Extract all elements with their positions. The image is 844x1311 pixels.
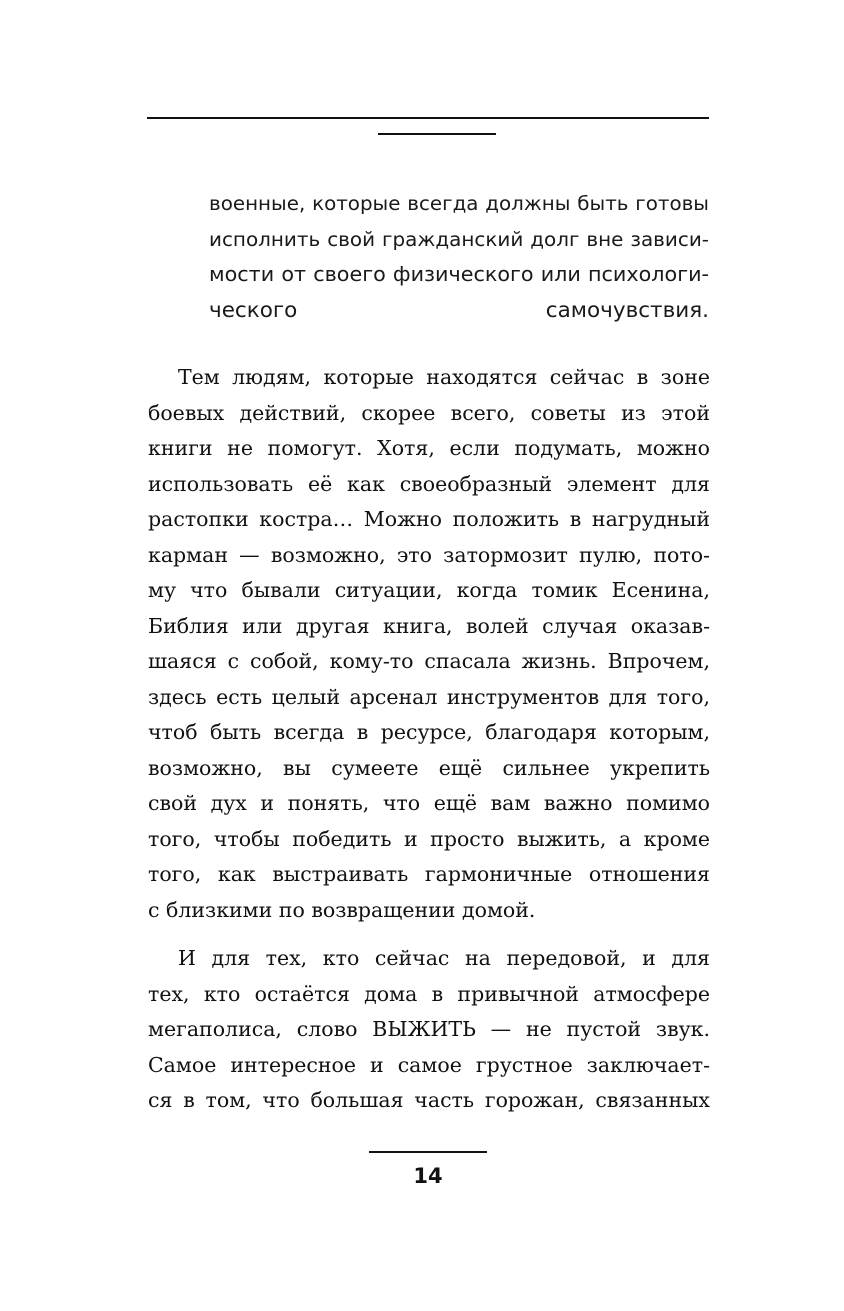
header-rule [147,117,709,119]
text-line: растопки костра… Можно положить в нагрудный [148,507,710,531]
page-number: 14 [413,1164,443,1188]
quote-line: исполнить свой гражданский долг вне зависи- [209,226,709,251]
quote-block [209,186,709,328]
text-line: И для тех, кто сейчас на передовой, и для [178,946,710,970]
text-line: книги не помогут. Хотя, если подумать, можно [148,436,710,460]
paragraph-2 [148,941,710,1119]
text-line: ся в том, что большая часть горожан, связанных [148,1088,710,1112]
text-line: с близкими по возвращении домой. [148,897,536,922]
text-line: использовать её как своеобразный элемент для [148,471,710,496]
text-line: Библия или другая книга, волей случая оказав- [148,613,710,638]
text-line: возможно, вы сумеете ещё сильнее укрепить [148,755,710,780]
text-line: того, как выстраивать гармоничные отношения [148,862,710,886]
text-line: Самое интересное и самое грустное заключает- [148,1052,710,1077]
text-line: му что бывали ситуации, когда томик Есенина, [148,578,710,602]
quote-line: ческого самочувствия. [209,297,709,323]
body-text [148,360,710,1132]
quote-line: мости от своего физического или психологи- [209,262,709,286]
paragraph-1 [148,360,710,928]
text-line: тех, кто остаётся дома в привычной атмосфере [148,981,710,1006]
text-line: свой дух и понять, что ещё вам важно помимо [148,791,710,815]
header-short-rule [378,133,496,135]
text-line: здесь есть целый арсенал инструментов для того, [148,684,710,709]
quote-line: военные, которые всегда должны быть готовы [209,192,709,215]
text-line: того, чтобы победить и просто выжить, а кроме [148,826,710,851]
text-line: чтоб быть всегда в ресурсе, благодаря которым, [148,720,710,744]
footer-rule [369,1151,487,1153]
text-line: шаяся с собой, кому-то спасала жизнь. Впрочем, [148,649,710,673]
text-line: мегаполиса, слово ВЫЖИТЬ — не пустой звук. [148,1017,710,1041]
text-line: боевых действий, скорее всего, советы из этой [148,400,710,425]
text-line: Тем людям, которые находятся сейчас в зоне [178,365,710,389]
text-line: карман — возможно, это затормозит пулю, пото- [148,542,710,567]
